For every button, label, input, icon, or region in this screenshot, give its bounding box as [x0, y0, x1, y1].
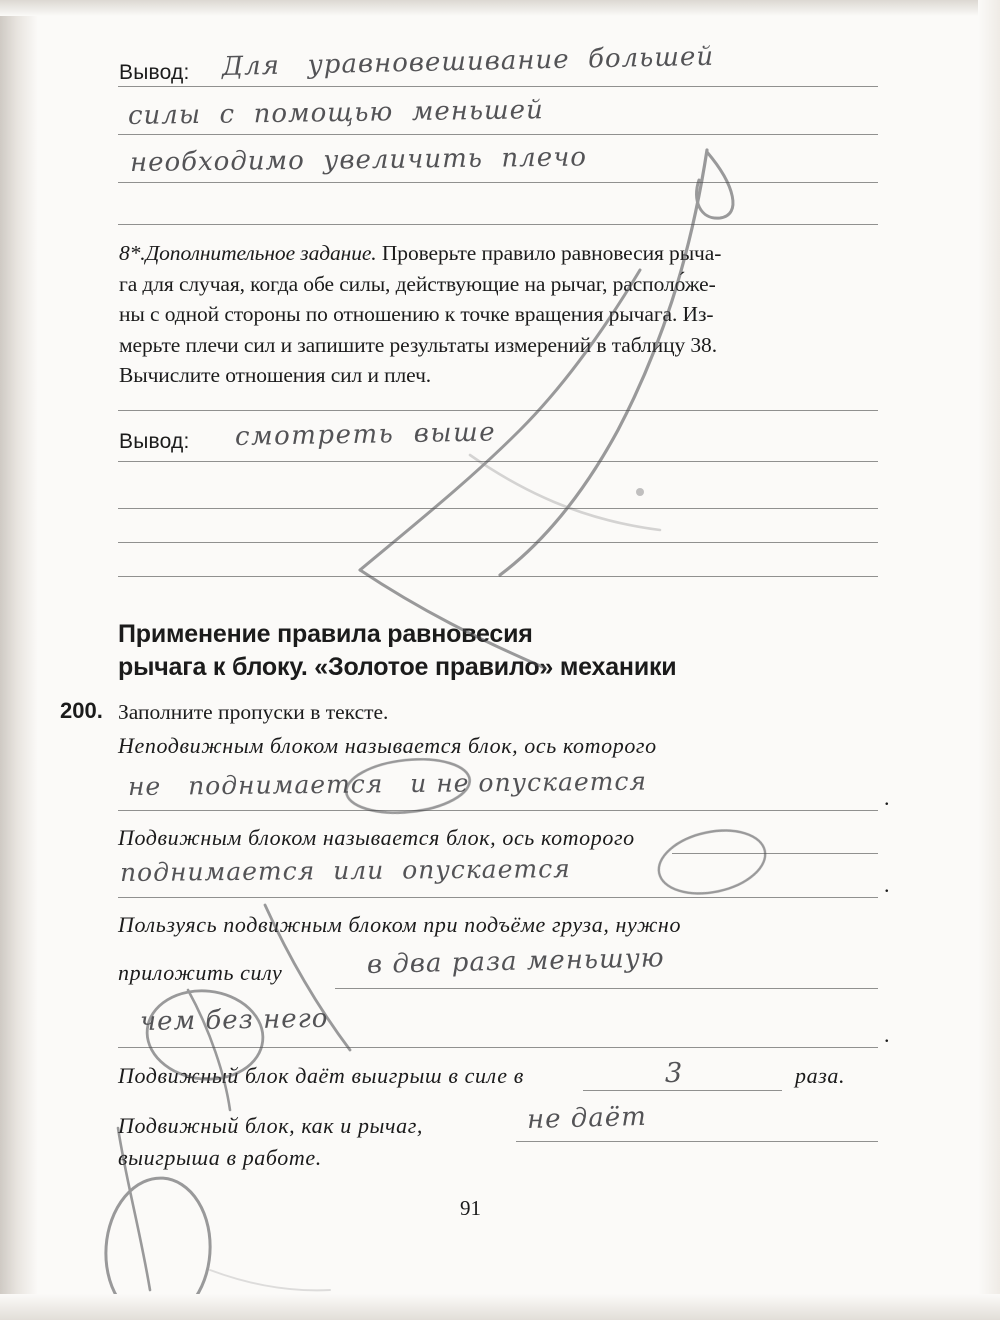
rule-line [118, 182, 878, 183]
task-200-line-6: Подвижный блок, как и рычаг, [118, 1113, 424, 1138]
section-title-line-2: рычага к блоку. «Золотое правило» механики [118, 653, 677, 681]
rule-line [335, 988, 878, 989]
page-number: 91 [460, 1196, 481, 1220]
task-200-prompt: Заполните пропуски в тексте. [118, 700, 389, 724]
rule-line [516, 1141, 878, 1142]
rule-line [118, 224, 878, 225]
task-8-line4: мерьте плечи сил и запишите результаты измерений в таблицу 38. [119, 332, 717, 357]
section-title-line-1: Применение правила равновесия [118, 620, 533, 648]
handwritten-answer-8: чем без него [139, 1003, 329, 1037]
task-200-number: 200. [60, 698, 103, 723]
task-8-line5: Вычислите отношения сил и плеч. [119, 363, 432, 387]
handwritten-answer-4: смотреть выше [234, 417, 497, 452]
task-200-line-1: Неподвижным блоком называется блок, ось которого [118, 733, 657, 758]
task-200-line-3: Пользуясь подвижным блоком при подъёме груза, нужно [118, 912, 682, 937]
rule-line [118, 134, 878, 135]
rule-line [118, 897, 878, 898]
rule-line [118, 576, 878, 577]
conclusion-label-1: Вывод: [119, 61, 190, 84]
handwritten-answer-6: поднимается или опускается [119, 854, 571, 887]
conclusion-label-2: Вывод: [119, 430, 190, 453]
task-8-line3: ны с одной стороны по отношению к точке вращения рычага. Из- [119, 302, 714, 326]
task-8-line1: Проверьте правило равновесия рыча- [376, 241, 722, 265]
rule-line [672, 853, 878, 854]
rule-line [118, 410, 878, 411]
handwritten-answer-5: не поднимается и не опускается [127, 766, 648, 801]
section-title [118, 618, 908, 684]
task-200-line-7: выигрыша в работе. [118, 1145, 322, 1170]
handwritten-answer-1: Для уравновешивание большей [221, 41, 715, 82]
handwritten-answer-3: необходимо увеличить плечо [129, 142, 588, 178]
rule-line [583, 1090, 782, 1091]
rule-line [118, 508, 878, 509]
rule-line [118, 1047, 878, 1048]
task-8-paragraph [119, 238, 881, 391]
rule-line [118, 86, 878, 87]
period-1: . [884, 785, 890, 810]
period-3: . [884, 1022, 890, 1047]
task-8-intro: Дополнительное задание. [145, 241, 377, 265]
task-8-line2: га для случая, когда обе силы, действующие на рычаг, располо́же- [119, 271, 716, 296]
task-200-line-2: Подвижным блоком называется блок, ось которого [118, 825, 635, 850]
handwritten-answer-10: не даёт [526, 1101, 648, 1135]
handwritten-answer-2: силы с помощью меньшей [127, 95, 545, 131]
task-8-number: 8*. [119, 241, 146, 265]
task-200-line-4: приложить силу [118, 960, 283, 985]
task-200-line-5b: раза. [795, 1063, 846, 1088]
rule-line [118, 810, 878, 811]
rule-line [118, 461, 878, 462]
period-2: . [884, 872, 890, 897]
rule-line [118, 542, 878, 543]
handwritten-answer-7: в два раза меньшую [366, 943, 665, 980]
task-200-line-5a: Подвижный блок даёт выигрыш в силе в [118, 1063, 524, 1088]
handwritten-answer-9: 3 [665, 1058, 683, 1089]
